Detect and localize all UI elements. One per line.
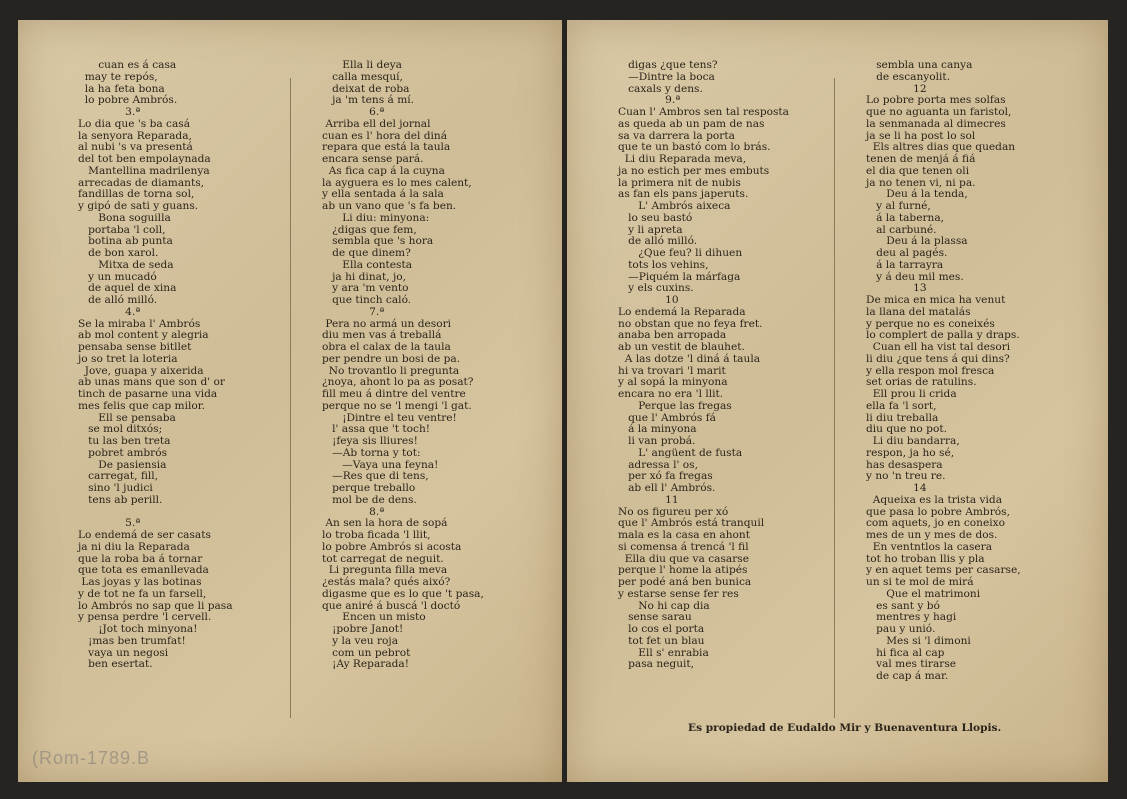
verse-line: que l' Ambrós está tranquil <box>618 517 765 530</box>
verse-line: Ell se pensaba <box>78 411 176 424</box>
verse-line: tens ab perill. <box>78 493 163 506</box>
verse-line: ja hi dinat, jo, <box>322 270 406 283</box>
column-rule-right <box>834 78 835 718</box>
verse-line: y perque no es coneixés <box>866 317 995 330</box>
verse-line: li diu treballa <box>866 411 939 424</box>
verse-line: Li diu bandarra, <box>866 435 960 447</box>
poem-column-4 <box>866 60 1021 683</box>
verse-line: Lo dia que 's ba casá <box>78 117 191 130</box>
verse-line: ella fa 'l sort, <box>866 399 937 412</box>
verse-line: ¿estás mala? qués aixó? <box>322 576 451 588</box>
verse-line: mes felis que cap milor. <box>78 399 205 412</box>
verse-line: y estarse sense fer res <box>618 587 739 600</box>
verse-line: hi va trovari 'l marit <box>618 364 726 377</box>
verse-line: arrecadas de diamants, <box>78 176 205 189</box>
verse-line: ab ell l' Ambrós. <box>618 482 716 494</box>
verse-line: y un mucadó <box>78 270 157 283</box>
verse-line: sense sarau <box>618 611 692 624</box>
verse-line: com aquets, jo en coneixo <box>866 517 1005 530</box>
verse-line: vaya un negosi <box>78 646 169 659</box>
verse-line: 13 <box>866 282 927 295</box>
verse-line: la senyora Reparada, <box>78 129 192 142</box>
verse-line: Lo pobre porta mes solfas <box>866 94 1006 107</box>
verse-line: —Dintre la boca <box>618 70 715 83</box>
verse-line: no obstan que no feya fret. <box>618 317 763 330</box>
verse-line: deu al pagés. <box>866 247 948 259</box>
verse-line: ¡mas ben trumfat! <box>78 634 186 647</box>
verse-line: fandillas de torna sol, <box>78 188 195 201</box>
verse-line: As fica cap á la cuyna <box>322 164 445 177</box>
verse-line: que aniré á buscá 'l doctó <box>322 599 461 612</box>
verse-line: has desaspera <box>866 458 943 471</box>
verse-line: 8.ª <box>322 505 385 518</box>
verse-line: ab un vano que 's fa ben. <box>322 200 457 212</box>
verse-line: lo pobre Ambrós si acosta <box>322 540 462 553</box>
verse-line: de aquel de xina <box>78 282 177 295</box>
poem-column-2 <box>322 60 484 671</box>
verse-line: 4.ª <box>78 305 141 318</box>
verse-line: Lo endemá la Reparada <box>618 305 746 318</box>
verse-line: Li diu Reparada meva, <box>618 153 747 165</box>
verse-line: Ella contesta <box>322 258 413 271</box>
verse-line: mol be de dens. <box>322 493 417 506</box>
verse-line: de escanyolit. <box>866 70 951 83</box>
verse-line: lo complert de palla y draps. <box>866 329 1020 342</box>
verse-line: ¿digas que fem, <box>322 223 417 236</box>
verse-line: es sant y bó <box>866 599 940 612</box>
verse-line: caxals y dens. <box>618 82 703 95</box>
verse-line: Mes si 'l dimoni <box>866 634 971 647</box>
verse-line: ja 'm tens á mí. <box>322 94 415 107</box>
verse-line: 10 <box>618 294 679 306</box>
verse-line: Els altres dias que quedan <box>866 141 1016 154</box>
verse-line: ab un vestit de blauhet. <box>618 341 745 353</box>
verse-line: un si te mol de mirá <box>866 576 974 588</box>
verse-line: de cap á mar. <box>866 670 949 682</box>
verse-line: de alló milló. <box>78 294 158 306</box>
verse-line: de alló milló. <box>618 235 698 248</box>
verse-line: may te repós, <box>78 70 158 83</box>
verse-line: y en aquet tems per casarse, <box>866 564 1021 577</box>
verse-line: la ayguera es lo mes calent, <box>322 176 472 189</box>
verse-line: y de tot ne fa un farsell, <box>78 587 207 600</box>
verse-line: Ell prou li crida <box>866 388 957 400</box>
verse-line: per xó fa fregas <box>618 470 713 483</box>
verse-line: Ella diu que va casarse <box>618 552 749 565</box>
verse-line: tot ho troban llis y pla <box>866 552 985 565</box>
verse-line: y al furné, <box>866 200 931 212</box>
poem-column-1 <box>78 60 233 671</box>
verse-line: perque l' home la atipés <box>618 564 748 577</box>
verse-line: li diu ¿que tens á qui dins? <box>866 352 1010 365</box>
verse-line: 12 <box>866 82 927 95</box>
verse-line: mala es la casa en ahont <box>618 529 751 541</box>
verse-line: y li apreta <box>618 223 683 236</box>
verse-line: ¡Dintre el teu ventre! <box>322 411 457 424</box>
verse-line: anaba ben arropada <box>618 329 727 342</box>
verse-line: al nubi 's va presentá <box>78 141 193 154</box>
verse-line: Aqueixa es la trista vida <box>866 493 1003 506</box>
verse-line: com un pebrot <box>322 646 411 659</box>
verse-line: No os figureu per xó <box>618 505 729 518</box>
verse-line: ¡feya sis lliures! <box>322 435 418 447</box>
verse-line: y no 'n treu re. <box>866 470 946 483</box>
verse-line: Se la miraba l' Ambrós <box>78 317 201 330</box>
verse-line: la llana del matalás <box>866 305 971 318</box>
verse-line: ¿Que feu? li dihuen <box>618 247 743 259</box>
verse-line: repara que está la taula <box>322 141 451 154</box>
verse-line: Que el matrimoni <box>866 587 981 600</box>
verse-line: y els cuxins. <box>618 282 694 295</box>
verse-line: 14 <box>866 482 927 494</box>
verse-line: digasme que es lo que 't pasa, <box>322 587 484 600</box>
verse-line: Ella li deya <box>322 59 402 71</box>
verse-line: mes de un y mes de dos. <box>866 529 998 541</box>
verse-line: Las joyas y las botinas <box>78 576 202 588</box>
verse-line: el dia que tenen oli <box>866 164 970 177</box>
verse-line: cuan es l' hora del diná <box>322 129 448 142</box>
verse-line: cuan es á casa <box>78 59 177 71</box>
verse-line: per podé aná ben bunica <box>618 576 752 588</box>
verse-line: si comensa á trencá 'l fil <box>618 540 749 553</box>
verse-line: 7.ª <box>322 305 385 318</box>
verse-line: perque treballo <box>322 482 416 494</box>
verse-line: que la roba ba á tornar <box>78 552 203 565</box>
publisher-footer: Es propiedad de Eudaldo Mir y Buenaventura Llopis. <box>688 722 1002 734</box>
verse-line: A las dotze 'l diná á taula <box>618 352 761 365</box>
verse-line: y ara 'm vento <box>322 282 409 295</box>
verse-line: de que dinem? <box>322 247 411 259</box>
verse-line: que l' Ambrós fá <box>618 411 716 424</box>
verse-line: deixat de roba <box>322 82 410 95</box>
verse-line: mentres y hagi <box>866 611 957 624</box>
verse-line: val mes tirarse <box>866 658 957 671</box>
verse-line: L' Ambrós aixeca <box>618 200 731 212</box>
verse-line: á la minyona <box>618 423 697 436</box>
verse-line: y ella respon mol fresca <box>866 364 995 377</box>
verse-line: li van probá. <box>618 435 696 447</box>
verse-line: Ell s' enrabia <box>618 646 709 659</box>
verse-line: 5.ª <box>78 517 141 530</box>
verse-line: Encen un misto <box>322 611 426 624</box>
verse-line: carregat, fill, <box>78 470 159 483</box>
verse-line: 11 <box>618 493 679 506</box>
verse-line: as fan els pans japeruts. <box>618 188 749 201</box>
verse-line: sembla una canya <box>866 59 973 71</box>
verse-line: 6.ª <box>322 106 385 118</box>
verse-line: á la tarrayra <box>866 258 944 271</box>
verse-line: jo so tret la loteria <box>78 352 178 365</box>
verse-line: Mitxa de seda <box>78 258 174 271</box>
verse-line: la primera nit de nubis <box>618 176 741 189</box>
verse-line: ab mol content y alegria <box>78 329 209 342</box>
verse-line: que te un bastó com lo brás. <box>618 141 771 154</box>
verse-line: digas ¿que tens? <box>618 59 718 71</box>
verse-line: diu que no pot. <box>866 423 947 436</box>
verse-line: Arriba ell del jornal <box>322 117 431 130</box>
verse-line: Bona soguilla <box>78 211 171 224</box>
verse-line: Cuan ell ha vist tal desori <box>866 341 1011 353</box>
verse-line: sa va darrera la porta <box>618 129 735 142</box>
verse-line: —Vaya una feyna! <box>322 458 439 471</box>
verse-line: Mantellina madrilenya <box>78 164 210 177</box>
verse-line: fill meu á dintre del ventre <box>322 388 466 400</box>
verse-line: Deu á la tenda, <box>866 188 968 201</box>
verse-line: á la taberna, <box>866 211 945 224</box>
verse-line: encara no era 'l llit. <box>618 388 724 400</box>
verse-line: obra el calax de la taula <box>322 341 451 353</box>
verse-line: se mol ditxós; <box>78 423 163 436</box>
verse-line: tots los vehins, <box>618 258 709 271</box>
column-rule-left <box>290 78 291 718</box>
verse-line: y ella sentada á la sala <box>322 188 444 201</box>
verse-line: tinch de pasarne una vida <box>78 388 218 400</box>
verse-line: l' assa que 't toch! <box>322 423 431 436</box>
verse-line: De pasiensia <box>78 458 167 471</box>
verse-line: calla mesquí, <box>322 70 403 83</box>
verse-line: Perque las fregas <box>618 399 732 412</box>
verse-line: —Res que di tens, <box>322 470 429 483</box>
verse-line: set orias de ratulins. <box>866 376 977 389</box>
verse-line: ¡Ay Reparada! <box>322 658 410 671</box>
verse-line: pensaba sense bitllet <box>78 341 192 353</box>
verse-line: —Ab torna y tot: <box>322 446 421 459</box>
poem-column-3 <box>618 60 789 671</box>
verse-line: Pera no armá un desori <box>322 317 452 330</box>
verse-line: ¿noya, ahont lo pa as posat? <box>322 376 474 389</box>
verse-line: lo Ambrós no sap que li pasa <box>78 599 233 612</box>
verse-line: portaba 'l coll, <box>78 223 166 236</box>
verse-line: Li pregunta filla meva <box>322 564 448 577</box>
verse-line: sino 'l judici <box>78 482 153 494</box>
verse-line: perque no se 'l mengi 'l gat. <box>322 399 472 412</box>
verse-line: per pendre un bosi de pa. <box>322 352 461 365</box>
verse-line: No hi cap dia <box>618 599 710 612</box>
verse-line: y á deu mil mes. <box>866 270 964 283</box>
verse-line: tu las ben treta <box>78 435 171 447</box>
verse-line: pobret ambrós <box>78 446 168 459</box>
verse-line: Jove, guapa y aixerida <box>78 364 204 377</box>
verse-line: ja se li ha post lo sol <box>866 129 976 142</box>
verse-line: de bon xarol. <box>78 247 159 259</box>
verse-line: tot fet un blau <box>618 634 705 647</box>
verse-line: que tinch caló. <box>322 294 412 306</box>
verse-line: —Piquém la márfaga <box>618 270 741 283</box>
verse-line: la senmanada al dimecres <box>866 117 1006 130</box>
verse-line: An sen la hora de sopá <box>322 517 448 530</box>
verse-line: hi fica al cap <box>866 646 945 659</box>
verse-line: pasa neguit, <box>618 658 695 671</box>
verse-line: lo cos el porta <box>618 623 705 635</box>
verse-line: botina ab punta <box>78 235 173 248</box>
verse-line: tot carregat de neguit. <box>322 552 444 565</box>
verse-line: sembla que 's hora <box>322 235 434 248</box>
verse-line: la ha feta bona <box>78 82 165 95</box>
verse-line: lo pobre Ambrós. <box>78 94 178 107</box>
verse-line: respon, ja ho sé, <box>866 446 955 459</box>
verse-line: del tot ben empolaynada <box>78 153 211 165</box>
verse-line: encara sense pará. <box>322 153 424 165</box>
verse-line: ja no tenen vi, ni pa. <box>866 176 976 189</box>
verse-line: ben esertat. <box>78 658 153 671</box>
verse-line: ja no estich per mes embuts <box>618 164 770 177</box>
verse-line: L' angüent de fusta <box>618 446 743 459</box>
verse-line: que no aguanta un faristol, <box>866 106 1012 118</box>
verse-line: al carbuné. <box>866 223 937 236</box>
verse-line: En ventntlos la casera <box>866 540 993 553</box>
verse-line: No trovantlo li pregunta <box>322 364 460 377</box>
verse-line: y gipó de sati y guans. <box>78 200 199 212</box>
verse-line: 3.ª <box>78 106 141 118</box>
verse-line: lo seu bastó <box>618 211 693 224</box>
verse-line: y la veu roja <box>322 634 399 647</box>
verse-line: ¡Jot toch minyona! <box>78 623 198 635</box>
verse-line: Cuan l' Ambros sen tal resposta <box>618 106 789 118</box>
verse-line: pau y unió. <box>866 623 936 635</box>
verse-line: as queda ab un pam de nas <box>618 117 765 130</box>
verse-line: ¡pobre Janot! <box>322 623 404 635</box>
verse-line: adressa l' os, <box>618 458 698 471</box>
verse-line: diu men vas á treballá <box>322 329 442 342</box>
verse-line: 9.ª <box>618 94 681 107</box>
verse-line: ja ni diu la Reparada <box>78 540 190 553</box>
verse-line: tenen de menjá á fiá <box>866 153 976 165</box>
verse-line: que tota es emanllevada <box>78 564 209 577</box>
verse-line: que pasa lo pobre Ambrós, <box>866 505 1010 518</box>
verse-line: Lo endemá de ser casats <box>78 529 211 541</box>
verse-line: y al sopá la minyona <box>618 376 728 389</box>
verse-line: ab unas mans que son d' or <box>78 376 225 389</box>
verse-line: lo troba ficada 'l llit, <box>322 529 431 541</box>
verse-line: Deu á la plassa <box>866 235 968 248</box>
verse-line: Li diu: minyona: <box>322 211 430 224</box>
verse-line: y pensa perdre 'l cervell. <box>78 611 212 624</box>
verse-line: De mica en mica ha venut <box>866 294 1006 306</box>
library-stamp: (Rom-1789.B <box>32 748 151 768</box>
